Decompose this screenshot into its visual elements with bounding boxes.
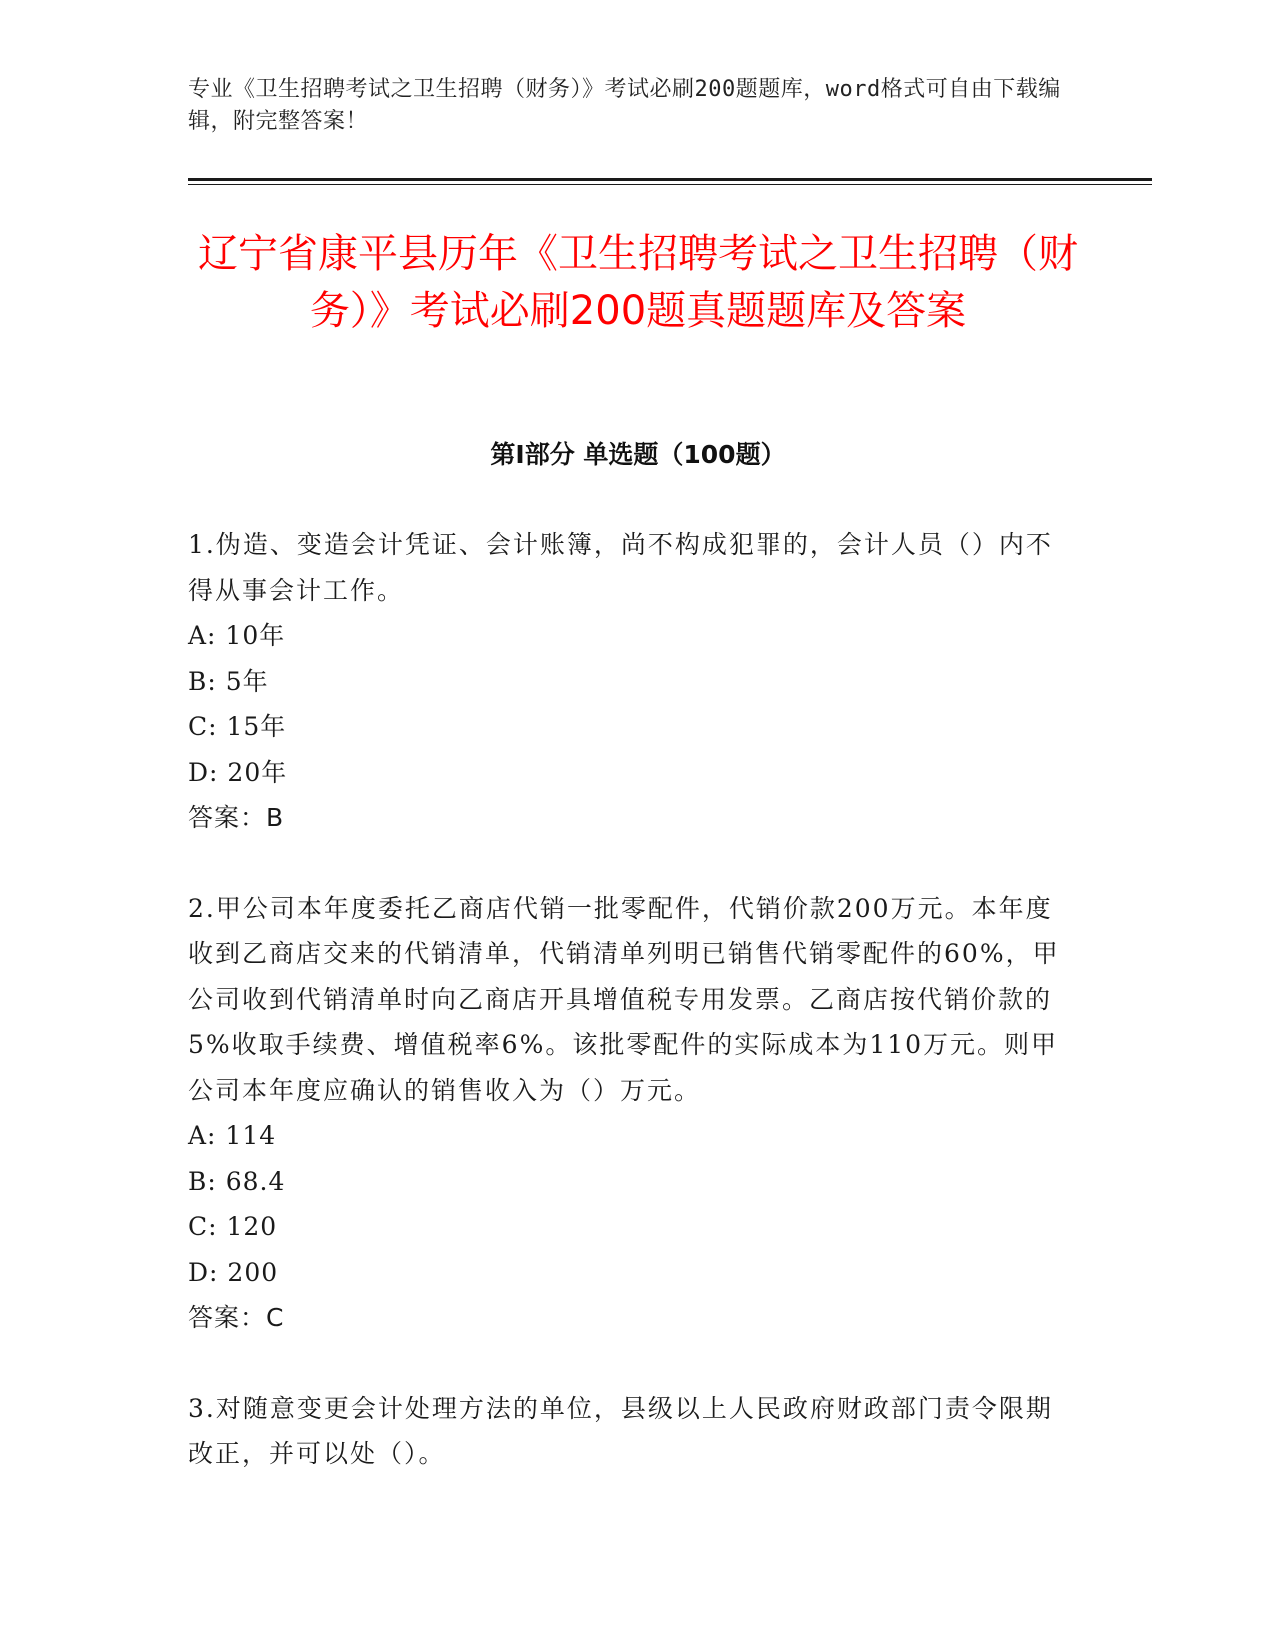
header-divider-thin	[188, 184, 1152, 185]
option-b: B: 5年	[188, 666, 269, 696]
header-divider-thick	[188, 178, 1152, 181]
option-c: C: 120	[188, 1212, 278, 1241]
question-text: 2.甲公司本年度委托乙商店代销一批零配件，代销价款200万元。本年度收到乙商店交来的代销清单，代销清单列明已销售代销零配件的60%，甲公司收到代销清单时向乙商店开具增值税专用发票。乙商店按代销价款的5%收取手续费、增值税率6%。该批零配件的实际成本为110万元。则甲公司本年度应确认的销售收入为（）万元。	[188, 893, 1060, 1105]
option-d: D: 20年	[188, 757, 288, 787]
question-text: 1.伪造、变造会计凭证、会计账簿，尚不构成犯罪的，会计人员（）内不得从事会计工作。	[188, 530, 1053, 605]
document-title: 辽宁省康平县历年《卫生招聘考试之卫生招聘（财务）》考试必刷200题真题题库及答案	[198, 231, 1078, 334]
question-2	[188, 886, 1078, 1341]
header-note: 专业《卫生招聘考试之卫生招聘（财务）》考试必刷200题题库，word格式可自由下载编辑，附完整答案！	[188, 77, 1061, 134]
question-3	[188, 1386, 1078, 1477]
question-text: 3.对随意变更会计处理方法的单位，县级以上人民政府财政部门责令限期改正，并可以处（）。	[188, 1393, 1053, 1468]
option-c: C: 15年	[188, 712, 287, 741]
option-d: D: 200	[188, 1257, 279, 1287]
section-title: 第I部分 单选题（100题）	[490, 440, 786, 469]
question-1	[188, 522, 1078, 841]
option-b: B: 68.4	[188, 1166, 286, 1196]
option-a: A: 10年	[188, 621, 286, 650]
question-list	[188, 522, 1078, 1522]
option-a: A: 114	[188, 1121, 277, 1150]
answer: 答案：C	[188, 1303, 285, 1332]
answer: 答案：B	[188, 803, 285, 832]
